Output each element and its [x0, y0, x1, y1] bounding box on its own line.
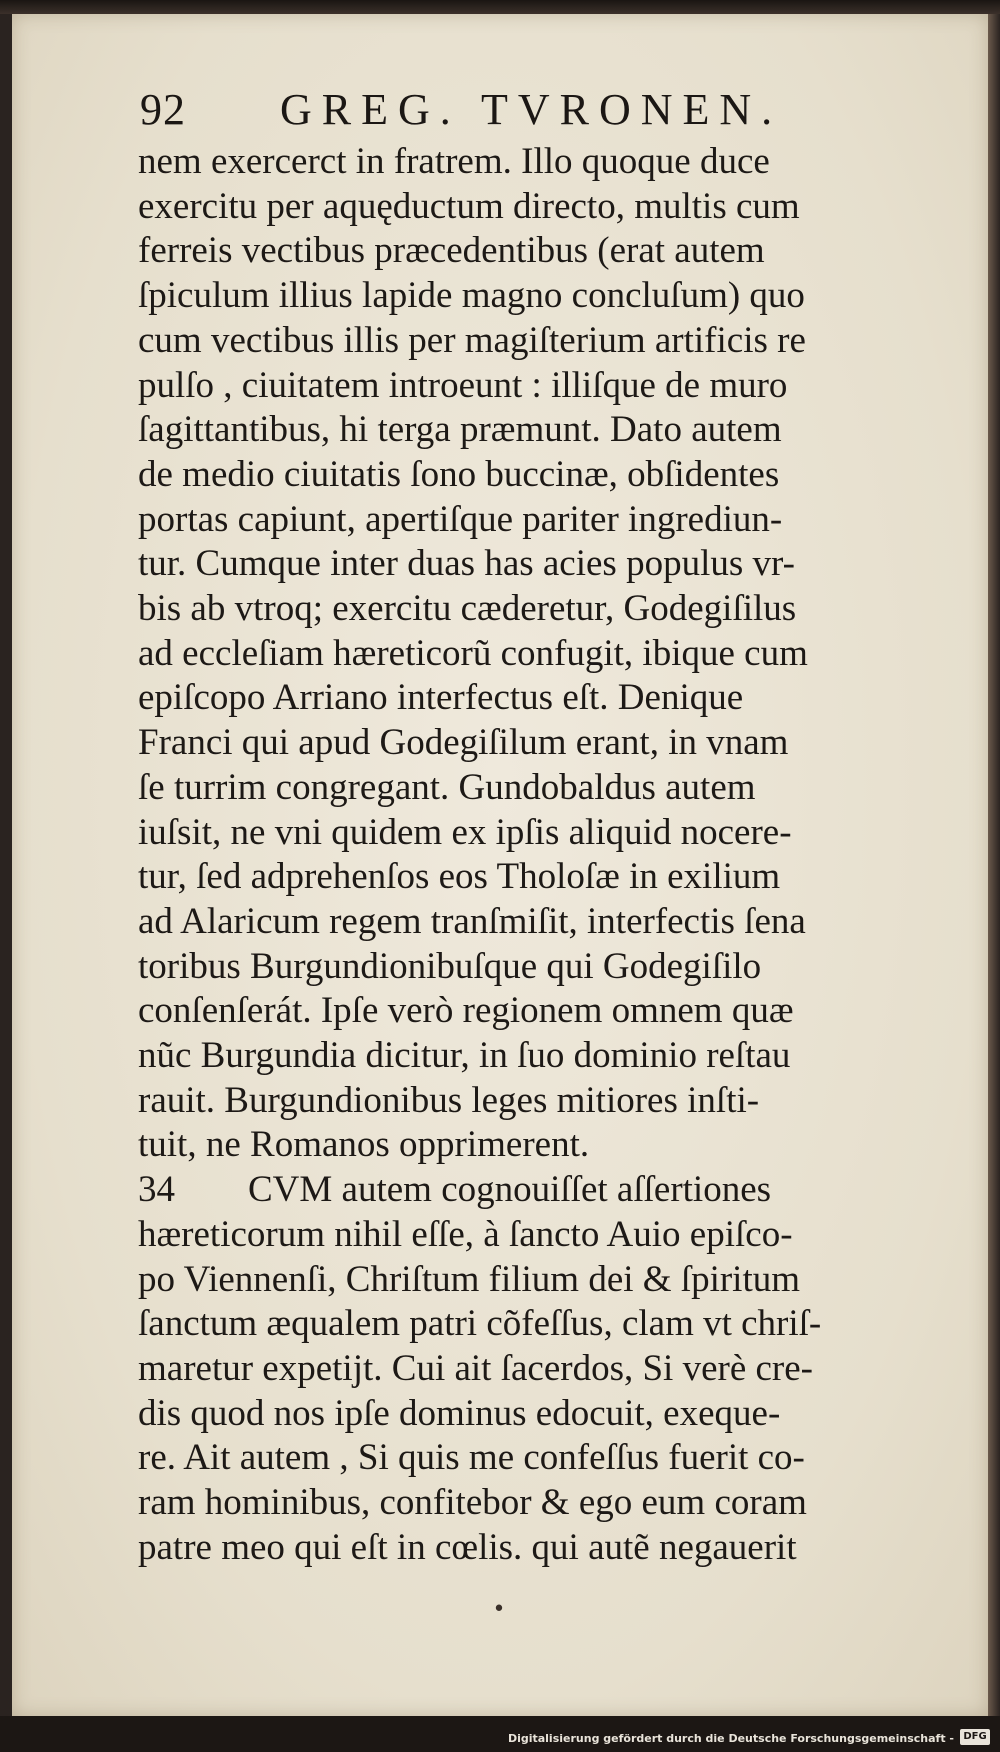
text-line: ad Alaricum regem tranſmiſit, interfectis ſena: [138, 900, 806, 942]
text-line: toribus Burgundionibuſque qui Godegiſilo: [138, 945, 762, 987]
page-header: [140, 84, 840, 134]
text-line: hæreticorum nihil eſſe, à ſancto Auio epiſco-: [138, 1213, 793, 1255]
text-line: ram hominibus, confitebor & ego eum coram: [138, 1482, 807, 1524]
text-line: ſpiculum illius lapide magno concluſum) quo: [138, 275, 805, 317]
text-line: epiſcopo Arriano interfectus eſt. Denique: [138, 677, 744, 719]
chapter-first-line: CVM autem cognouiſſet aſſertiones: [248, 1169, 772, 1211]
text-line: ferreis vectibus præcedentibus (erat autem: [138, 230, 765, 272]
text-line: tur, ſed adprehenſos eos Tholoſæ in exilium: [138, 856, 781, 898]
text-line: de medio ciuitatis ſono buccinæ, obſidentes: [138, 453, 780, 495]
text-line: Franci qui apud Godegiſilum erant, in vnam: [138, 722, 789, 764]
text-line: bis ab vtroq; exercitu cæderetur, Godegiſilus: [138, 588, 797, 630]
text-line: nũc Burgundia dicitur, in ſuo dominio reſtau: [138, 1035, 791, 1077]
text-line: portas capiunt, apertiſque pariter ingrediun-: [138, 498, 783, 540]
text-line: exercitu per aquęductum directo, multis cum: [138, 185, 800, 227]
text-line: rauit. Burgundionibus leges mitiores inſti-: [138, 1079, 760, 1121]
text-line: nem exercerct in fratrem. Illo quoque duce: [138, 141, 770, 182]
text-line: tur. Cumque inter duas has acies populus vr-: [138, 543, 795, 585]
chapter-number: 34: [138, 1169, 175, 1211]
text-line: iuſsit, ne vni quidem ex ipſis aliquid nocere-: [138, 811, 792, 853]
text-line: conſenſerát. Ipſe verò regionem omnem quæ: [138, 990, 794, 1032]
page-edge: [988, 14, 1000, 1716]
text-line: cum vectibus illis per magiſterium artificis re: [138, 319, 806, 361]
text-line: ad eccleſiam hæreticorũ confugit, ibique cum: [138, 632, 808, 674]
running-title: GREG. TVRONEN.: [280, 85, 783, 134]
text-line: ſanctum æqualem patri cõfeſſus, clam vt chriſ-: [138, 1303, 822, 1345]
text-line: dis quod nos ipſe dominus edocuit, exeque-: [138, 1392, 781, 1434]
chapter-heading-line: [138, 1168, 918, 1213]
body-text: [138, 140, 918, 1571]
digitization-credit: Digitalisierung gefördert durch die Deutsche Forschungsgemeinschaft -: [507, 1732, 954, 1745]
text-line: po Viennenſi, Chriſtum filium dei & ſpiritum: [138, 1258, 801, 1300]
text-line: ſagittantibus, hi terga præmunt. Dato autem: [138, 409, 782, 451]
text-line: ſe turrim congregant. Gundobaldus autem: [138, 766, 756, 808]
page-number: 92: [140, 85, 186, 134]
scan-frame-top: [0, 0, 1000, 14]
text-line: pulſo , ciuitatem introeunt : illiſque de muro: [138, 364, 788, 406]
text-line: re. Ait autem , Si quis me confeſſus fuerit co-: [138, 1437, 805, 1479]
text-line: tuit, ne Romanos opprimerent.: [138, 1124, 590, 1166]
ornament-dot: •: [492, 1597, 506, 1622]
text-line: patre meo qui eſt in cœlis. qui autẽ negauerit: [138, 1526, 797, 1568]
text-line: maretur expetijt. Cui ait ſacerdos, Si verè cre-: [138, 1347, 813, 1389]
dfg-logo: DFG: [960, 1729, 990, 1745]
